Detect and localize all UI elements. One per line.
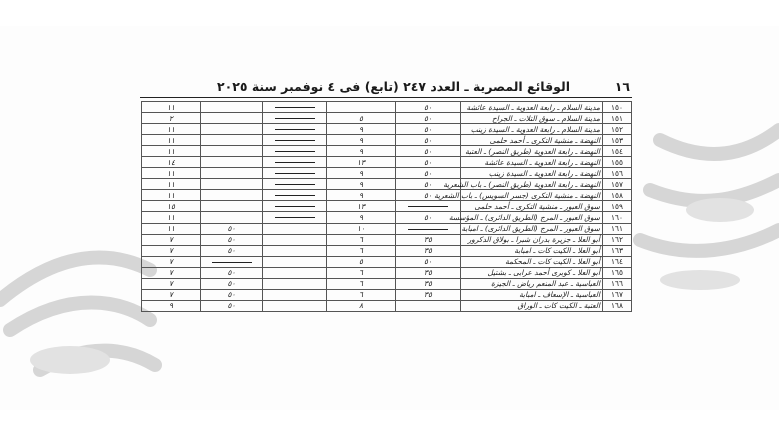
route-name-cell-text: مدينة السلام ـ رابعة العدوية ـ السيدة عائشة [466, 102, 600, 112]
route-name-cell [461, 256, 603, 267]
value-cell-b-text: ٦ [359, 246, 363, 256]
value-cell-e-text: ٧ [169, 268, 173, 278]
value-cell-e-text: ١١ [167, 102, 175, 112]
route-number-cell-text: ١٥٠ [611, 102, 623, 112]
value-cell-a-text: ٣٥ [424, 290, 432, 300]
route-name-cell [461, 135, 603, 146]
route-name-cell-text: النهضة ـ منشية التكرى (جسر السويس) ـ باب الشعرية [434, 190, 600, 200]
value-cell-d [201, 256, 263, 267]
empty-dash [275, 184, 315, 185]
route-name-cell-text: أبو العلا ـ كوبرى أحمد عرابى ـ بشتيل [487, 268, 600, 278]
value-cell-e-text: ١١ [167, 212, 175, 222]
route-number-cell [603, 157, 632, 168]
value-cell-d [201, 113, 263, 124]
route-name-cell [461, 223, 603, 234]
route-name-cell-text: العباسية ـ الإسعاف ـ امبابة [519, 290, 600, 300]
value-cell-a-text: ٥٠ [424, 157, 432, 167]
empty-dash [275, 140, 315, 141]
route-name-cell [461, 201, 603, 212]
value-cell-c [263, 190, 327, 201]
route-number-cell-text: ١٥٥ [611, 157, 623, 167]
route-number-cell [603, 223, 632, 234]
empty-dash [275, 129, 315, 130]
route-name-cell [461, 267, 603, 278]
table-row [142, 245, 632, 256]
route-name-cell [461, 278, 603, 289]
route-name-cell-text: النهضة ـ رابعة العدوية (طريق النصر) ـ باب الشعرية [443, 179, 600, 189]
routes-table-body [142, 102, 632, 312]
route-number-cell [603, 289, 632, 300]
route-name-cell-text: أبو العلا ـ الكيت كات ـ امبابة [514, 246, 600, 256]
value-cell-a [396, 289, 461, 300]
value-cell-d [201, 157, 263, 168]
table-row [142, 135, 632, 146]
route-name-cell [461, 124, 603, 135]
value-cell-b-text: ١٣ [357, 201, 365, 211]
value-cell-b [327, 300, 396, 311]
value-cell-a-text: ٥٠ [424, 135, 432, 145]
route-number-cell [603, 201, 632, 212]
route-name-cell [461, 234, 603, 245]
table-row [142, 256, 632, 267]
route-number-cell [603, 212, 632, 223]
value-cell-d [201, 245, 263, 256]
empty-dash [408, 206, 448, 207]
value-cell-e [142, 245, 201, 256]
value-cell-e-text: ١١ [167, 179, 175, 189]
value-cell-d [201, 168, 263, 179]
route-number-cell [603, 245, 632, 256]
value-cell-d-text: ٥٠ [227, 268, 236, 278]
empty-dash [408, 229, 448, 230]
value-cell-c [263, 234, 327, 245]
value-cell-e [142, 201, 201, 212]
value-cell-d [201, 300, 263, 311]
value-cell-a-text: ٣٥ [424, 279, 432, 289]
value-cell-c [263, 179, 327, 190]
value-cell-d [201, 289, 263, 300]
value-cell-d [201, 212, 263, 223]
route-number-cell-text: ١٦٣ [611, 246, 623, 256]
route-name-cell [461, 146, 603, 157]
value-cell-c [263, 245, 327, 256]
value-cell-e [142, 157, 201, 168]
route-number-cell [603, 267, 632, 278]
route-name-cell-text: العتبة ـ الكيت كات ـ الوراق [517, 301, 600, 311]
value-cell-a [396, 245, 461, 256]
value-cell-d [201, 190, 263, 201]
table-row [142, 234, 632, 245]
empty-dash [275, 151, 315, 152]
route-name-cell [461, 157, 603, 168]
value-cell-d [201, 135, 263, 146]
route-number-cell [603, 113, 632, 124]
route-name-cell-text: سوق العبور ـ منشية التكرى ـ أحمد حلمى [474, 201, 600, 211]
value-cell-b [327, 102, 396, 113]
empty-dash [275, 173, 315, 174]
value-cell-c [263, 267, 327, 278]
value-cell-b-text: ٩ [359, 190, 363, 200]
route-name-cell-text: سوق العبور ـ المرج (الطريق الدائرى) ـ امبابة [461, 224, 600, 234]
value-cell-c [263, 157, 327, 168]
value-cell-a [396, 300, 461, 311]
route-number-cell-text: ١٥٦ [611, 168, 623, 178]
route-name-cell-text: مدينة السلام ـ رابعة العدوية ـ السيدة زينب [470, 124, 600, 134]
value-cell-e [142, 223, 201, 234]
route-number-cell [603, 135, 632, 146]
value-cell-d-text: ٥٠ [227, 301, 236, 311]
route-name-cell-text: النهضة ـ رابعة العدوية ـ السيدة عائشة [484, 157, 600, 167]
table-row [142, 212, 632, 223]
value-cell-e-text: ٧ [169, 290, 173, 300]
route-number-cell-text: ١٥٣ [611, 135, 623, 145]
value-cell-b [327, 223, 396, 234]
value-cell-a [396, 223, 461, 234]
route-name-cell-text: النهضة ـ رابعة العدوية (طريق النصر) ـ العتبة [465, 146, 600, 156]
value-cell-a-text: ٥٠ [424, 113, 432, 123]
route-number-cell-text: ١٦٥ [611, 268, 623, 278]
value-cell-d-text: ٥٠ [227, 235, 236, 245]
value-cell-b [327, 124, 396, 135]
empty-dash [275, 195, 315, 196]
value-cell-d [201, 234, 263, 245]
value-cell-a [396, 146, 461, 157]
value-cell-e-text: ٧ [169, 246, 173, 256]
value-cell-d-text: ٥٠ [227, 279, 236, 289]
route-name-cell [461, 102, 603, 113]
value-cell-b [327, 157, 396, 168]
table-row [142, 179, 632, 190]
table-row [142, 157, 632, 168]
route-number-cell-text: ١٦٦ [611, 279, 623, 289]
empty-dash [275, 206, 315, 207]
route-number-cell-text: ١٥٨ [611, 190, 623, 200]
value-cell-a-text: ٣٥ [424, 268, 432, 278]
value-cell-b [327, 234, 396, 245]
table-row [142, 201, 632, 212]
value-cell-e-text: ٢ [169, 113, 173, 123]
route-name-cell [461, 113, 603, 124]
value-cell-b [327, 245, 396, 256]
value-cell-c [263, 102, 327, 113]
value-cell-e-text: ٧ [169, 257, 173, 267]
value-cell-b-text: ٥ [359, 257, 363, 267]
value-cell-b-text: ٦ [359, 290, 363, 300]
value-cell-a [396, 113, 461, 124]
route-name-cell [461, 245, 603, 256]
route-number-cell [603, 124, 632, 135]
value-cell-c [263, 289, 327, 300]
value-cell-c [263, 168, 327, 179]
value-cell-a-text: ٥٠ [424, 257, 432, 267]
route-number-cell-text: ١٥٧ [611, 179, 623, 189]
table-row [142, 146, 632, 157]
value-cell-e [142, 179, 201, 190]
route-number-cell-text: ١٦٧ [611, 290, 623, 300]
value-cell-e [142, 300, 201, 311]
value-cell-e-text: ١١ [167, 146, 175, 156]
value-cell-d [201, 201, 263, 212]
table-row [142, 278, 632, 289]
value-cell-b-text: ٦ [359, 279, 363, 289]
route-name-cell-text: النهضة ـ رابعة العدوية ـ السيدة زينب [488, 168, 600, 178]
value-cell-e [142, 278, 201, 289]
value-cell-a [396, 234, 461, 245]
table-row [142, 289, 632, 300]
value-cell-a [396, 278, 461, 289]
value-cell-a [396, 124, 461, 135]
value-cell-d-text: ٥٠ [227, 290, 236, 300]
value-cell-d [201, 102, 263, 113]
route-name-cell [461, 168, 603, 179]
value-cell-d [201, 223, 263, 234]
value-cell-e [142, 146, 201, 157]
top-margin [0, 0, 779, 26]
value-cell-b [327, 190, 396, 201]
route-name-cell [434, 190, 603, 201]
value-cell-b [327, 135, 396, 146]
route-number-cell-text: ١٦٨ [611, 301, 623, 311]
value-cell-d-text: ٥٠ [227, 224, 236, 234]
value-cell-c [263, 223, 327, 234]
table-row [142, 267, 632, 278]
value-cell-a [396, 201, 461, 212]
value-cell-e [142, 289, 201, 300]
value-cell-e-text: ٩ [169, 301, 173, 311]
route-name-cell-text: مدينة السلام ـ سوق التلات ـ الجراح [491, 113, 600, 123]
gazette-title: الوقائع المصرية ـ العدد ٢٤٧ (تابع) فى ٤ نوفمبر سنة ٢٠٢٥ [216, 79, 570, 94]
value-cell-e-text: ٧ [169, 235, 173, 245]
value-cell-e [142, 190, 201, 201]
routes-table [141, 101, 632, 312]
value-cell-a [396, 102, 461, 113]
empty-dash [275, 118, 315, 119]
empty-dash [212, 262, 252, 263]
route-number-cell-text: ١٦١ [611, 224, 623, 234]
route-name-cell [443, 179, 603, 190]
page-header [140, 78, 632, 98]
value-cell-e [142, 135, 201, 146]
value-cell-d [201, 278, 263, 289]
value-cell-b-text: ٥ [359, 113, 363, 123]
value-cell-b-text: ١٣ [357, 157, 365, 167]
table-row [142, 223, 632, 234]
value-cell-e-text: ٧ [169, 279, 173, 289]
value-cell-a-text: ٣٥ [424, 246, 432, 256]
route-number-cell [603, 168, 632, 179]
value-cell-e [142, 267, 201, 278]
route-number-cell-text: ١٦٠ [611, 212, 623, 222]
route-name-cell-text: النهضة ـ منشية التكرى ـ أحمد حلمى [489, 135, 600, 145]
value-cell-c [263, 124, 327, 135]
route-name-cell [461, 289, 603, 300]
value-cell-d [201, 124, 263, 135]
value-cell-b-text: ٦ [359, 235, 363, 245]
value-cell-b [327, 278, 396, 289]
route-number-cell [603, 234, 632, 245]
value-cell-b-text: ٩ [359, 146, 363, 156]
value-cell-c [263, 201, 327, 212]
value-cell-e [142, 234, 201, 245]
route-number-cell [603, 256, 632, 267]
table-row [142, 102, 632, 113]
table-row [142, 168, 632, 179]
value-cell-a [396, 135, 461, 146]
value-cell-e [142, 212, 201, 223]
route-number-cell-text: ١٦٤ [611, 257, 623, 267]
value-cell-b [327, 146, 396, 157]
value-cell-c [263, 146, 327, 157]
value-cell-e [142, 113, 201, 124]
value-cell-a-text: ٥٠ [424, 102, 432, 112]
value-cell-b-text: ٩ [359, 212, 363, 222]
value-cell-b-text: ١٠ [357, 224, 365, 234]
value-cell-e-text: ١١ [167, 224, 175, 234]
value-cell-b [327, 179, 396, 190]
value-cell-e-text: ١٤ [167, 157, 175, 167]
value-cell-b-text: ٩ [359, 124, 363, 134]
value-cell-e [142, 102, 201, 113]
value-cell-e [142, 124, 201, 135]
value-cell-d-text: ٥٠ [227, 246, 236, 256]
value-cell-a-text: ٥٠ [424, 179, 432, 189]
route-number-cell [603, 278, 632, 289]
route-number-cell-text: ١٥٩ [611, 201, 623, 211]
page-number: ١٦ [614, 79, 630, 94]
value-cell-e [142, 256, 201, 267]
route-name-cell-text: أبو العلا ـ الكيت كات ـ المحكمة [505, 257, 600, 267]
value-cell-e-text: ١٥ [167, 201, 175, 211]
route-number-cell-text: ١٦٢ [611, 235, 623, 245]
value-cell-d [201, 146, 263, 157]
value-cell-b-text: ٩ [359, 168, 363, 178]
value-cell-b [327, 201, 396, 212]
route-number-cell [603, 102, 632, 113]
empty-dash [275, 162, 315, 163]
value-cell-c [263, 135, 327, 146]
table-row [142, 300, 632, 311]
value-cell-d [201, 267, 263, 278]
value-cell-c [263, 300, 327, 311]
route-name-cell [448, 212, 603, 223]
value-cell-d [201, 179, 263, 190]
value-cell-a [396, 267, 461, 278]
route-number-cell [603, 179, 632, 190]
value-cell-a [396, 256, 461, 267]
value-cell-b [327, 256, 396, 267]
route-number-cell-text: ١٥٤ [611, 146, 623, 156]
value-cell-e-text: ١١ [167, 135, 175, 145]
route-name-cell-text: العباسية ـ عبد المنعم رياض ـ الجيزة [490, 279, 600, 289]
value-cell-a-text: ٥٠ [424, 124, 432, 134]
route-number-cell [603, 146, 632, 157]
value-cell-e [142, 168, 201, 179]
value-cell-b-text: ٨ [359, 301, 363, 311]
value-cell-c [263, 212, 327, 223]
route-name-cell [461, 300, 603, 311]
value-cell-a [396, 157, 461, 168]
route-number-cell [603, 300, 632, 311]
route-name-cell-text: أبو العلا ـ جزيرة بدران شبرا ـ بولاق الدكرور [467, 235, 600, 245]
value-cell-a-text: ٥٠ [424, 168, 432, 178]
value-cell-b [327, 113, 396, 124]
empty-dash [275, 107, 315, 108]
value-cell-e-text: ١١ [167, 168, 175, 178]
value-cell-b [327, 267, 396, 278]
value-cell-b [327, 289, 396, 300]
value-cell-b-text: ٦ [359, 268, 363, 278]
value-cell-b-text: ٩ [359, 179, 363, 189]
value-cell-a-text: ٥٠ [424, 146, 432, 156]
bottom-margin [0, 410, 779, 439]
value-cell-c [263, 113, 327, 124]
value-cell-e-text: ١١ [167, 190, 175, 200]
header-rule [140, 97, 632, 98]
value-cell-a [396, 168, 461, 179]
value-cell-b [327, 168, 396, 179]
route-number-cell-text: ١٥١ [611, 113, 623, 123]
value-cell-a-text: ٥٠ [424, 212, 432, 222]
table-row [142, 124, 632, 135]
route-name-cell-text: سوق العبور ـ المرج (الطريق الدائرى) ـ المؤسسة [448, 212, 600, 222]
table-row [142, 190, 632, 201]
value-cell-c [263, 278, 327, 289]
value-cell-c [263, 256, 327, 267]
value-cell-b [327, 212, 396, 223]
value-cell-b-text: ٩ [359, 135, 363, 145]
value-cell-a-text: ٥٠ [424, 190, 432, 200]
route-number-cell [603, 190, 632, 201]
table-row [142, 113, 632, 124]
value-cell-e-text: ١١ [167, 124, 175, 134]
route-number-cell-text: ١٥٢ [611, 124, 623, 134]
value-cell-a-text: ٣٥ [424, 235, 432, 245]
empty-dash [275, 217, 315, 218]
